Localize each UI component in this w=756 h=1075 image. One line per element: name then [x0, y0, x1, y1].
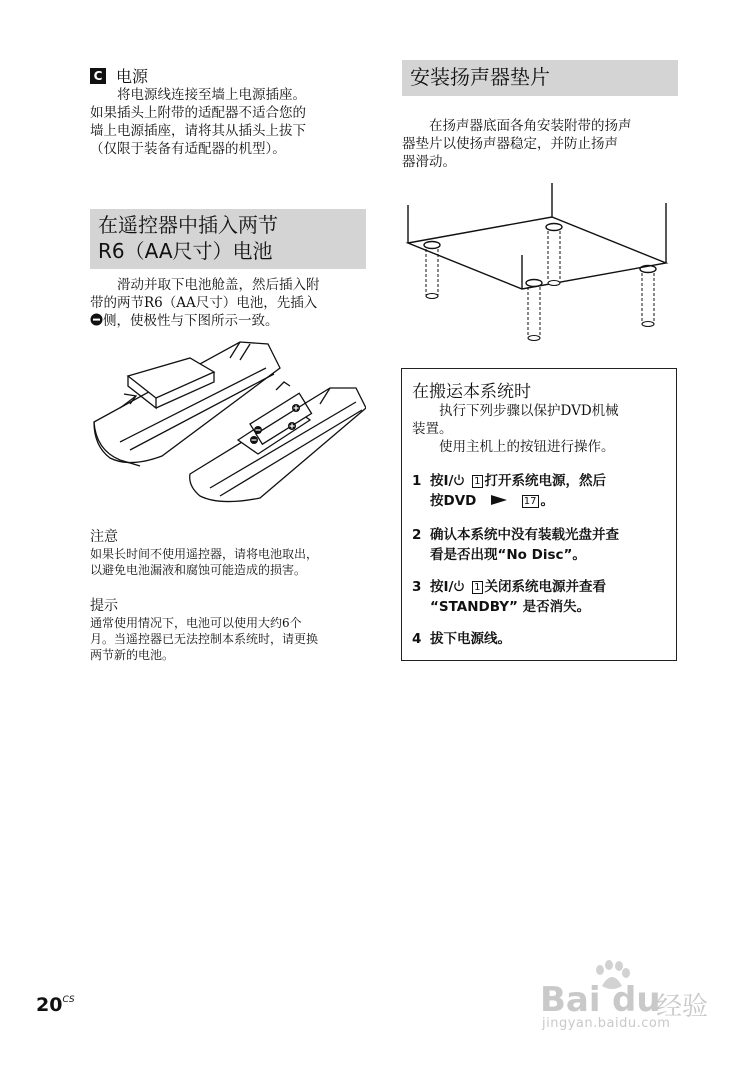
transport-step-4	[412, 629, 672, 649]
step-press-label: 按I/	[430, 473, 454, 489]
step-number: 1	[412, 473, 422, 489]
watermark-brand2: du	[612, 980, 661, 1020]
tip-block	[90, 597, 366, 663]
note-line: 如果长时间不使用遥控器，请将电池取出，	[90, 547, 319, 561]
remote-control-figure	[90, 338, 366, 506]
page-number-suffix: CS	[62, 995, 75, 1005]
step-number: 4	[412, 631, 422, 647]
speaker-instructions	[402, 117, 678, 171]
battery-line: 带的两节R6（AA尺寸）电池，先插入	[90, 295, 318, 311]
transport-step-1	[412, 471, 672, 511]
transport-title: 在搬运本系统时	[412, 382, 531, 402]
speaker-line: 在扬声器底面各角安装附带的扬声	[429, 118, 632, 134]
minus-terminal-icon	[90, 313, 103, 326]
power-line: 墙上电源插座，请将其从插头上拔下	[90, 123, 306, 139]
battery-title-line1: 在遥控器中插入两节	[98, 213, 278, 237]
step-text-part: 关闭系统电源并查看	[484, 579, 607, 595]
transport-intro-line: 使用主机上的按钮进行操作。	[439, 439, 615, 455]
note-title: 注意	[90, 529, 118, 545]
note-block	[90, 528, 366, 578]
watermark-url: jingyan.baidu.com	[542, 1016, 671, 1031]
power-line: 如果插头上附带的适配器不适合您的	[90, 105, 306, 121]
step-number: 3	[412, 579, 422, 595]
battery-line: 侧，使极性与下图所示一致。	[103, 313, 279, 329]
watermark-brand: Bai	[540, 980, 601, 1020]
button-number-box: 17	[523, 496, 537, 507]
page-number-value: 20	[36, 994, 63, 1016]
transport-step-3	[412, 577, 672, 617]
button-number-box: 1	[474, 476, 481, 487]
transport-intro-line: 装置。	[412, 421, 453, 437]
power-title: 电源	[116, 67, 149, 86]
speaker-title: 安装扬声器垫片	[410, 65, 550, 89]
power-line: 将电源线连接至墙上电源插座。	[117, 87, 306, 103]
page-number	[36, 994, 75, 1016]
battery-title-line2: R6（AA尺寸）电池	[98, 239, 273, 263]
step-text-part: 确认本系统中没有装载光盘并查	[430, 527, 619, 543]
power-icon	[453, 580, 465, 592]
battery-section-heading	[90, 209, 366, 269]
watermark-product: 经验	[656, 992, 709, 1022]
battery-instructions	[90, 276, 366, 330]
step-text-part: 打开系统电源，然后	[484, 473, 607, 489]
step-text-part: 按DVD	[430, 493, 477, 509]
section-c-badge: C	[90, 68, 106, 84]
battery-line-with-icon	[90, 312, 366, 330]
power-heading	[90, 64, 370, 86]
power-section	[90, 64, 370, 158]
transport-intro	[412, 402, 672, 456]
transport-intro-line: 执行下列步骤以保护DVD机械	[439, 403, 619, 419]
button-number-box: 1	[474, 582, 481, 593]
step-number: 2	[412, 527, 422, 543]
step-text	[430, 471, 672, 511]
speaker-pad-figure	[402, 183, 672, 343]
step-text-part: 看是否出现“No Disc”。	[430, 547, 586, 563]
step-text	[430, 525, 672, 565]
speaker-section-heading	[402, 60, 678, 96]
speaker-line: 器垫片以使扬声器稳定，并防止扬声	[402, 136, 618, 152]
play-icon	[485, 494, 511, 506]
step-text-part: “STANDBY” 是否消失。	[430, 599, 591, 615]
tip-line: 通常使用情况下，电池可以使用大约6个	[90, 616, 302, 630]
step-text: 拔下电源线。	[430, 631, 511, 647]
baidu-watermark	[540, 960, 720, 1030]
transport-step-2	[412, 525, 672, 565]
power-body	[90, 86, 370, 158]
power-icon	[453, 474, 465, 486]
note-line: 以避免电池漏液和腐蚀可能造成的损害。	[90, 563, 307, 577]
tip-line: 月。当遥控器已无法控制本系统时，请更换	[90, 632, 319, 646]
step-text	[430, 577, 672, 617]
battery-line: 滑动并取下电池舱盖，然后插入附	[117, 277, 320, 293]
tip-title: 提示	[90, 598, 118, 614]
speaker-line: 器滑动。	[402, 154, 456, 170]
step-text-part: 。	[540, 493, 555, 509]
step-press-label: 按I/	[430, 579, 454, 595]
power-line: （仅限于装备有适配器的机型）。	[90, 141, 286, 157]
tip-line: 两节新的电池。	[90, 648, 175, 662]
transport-box	[401, 368, 677, 661]
